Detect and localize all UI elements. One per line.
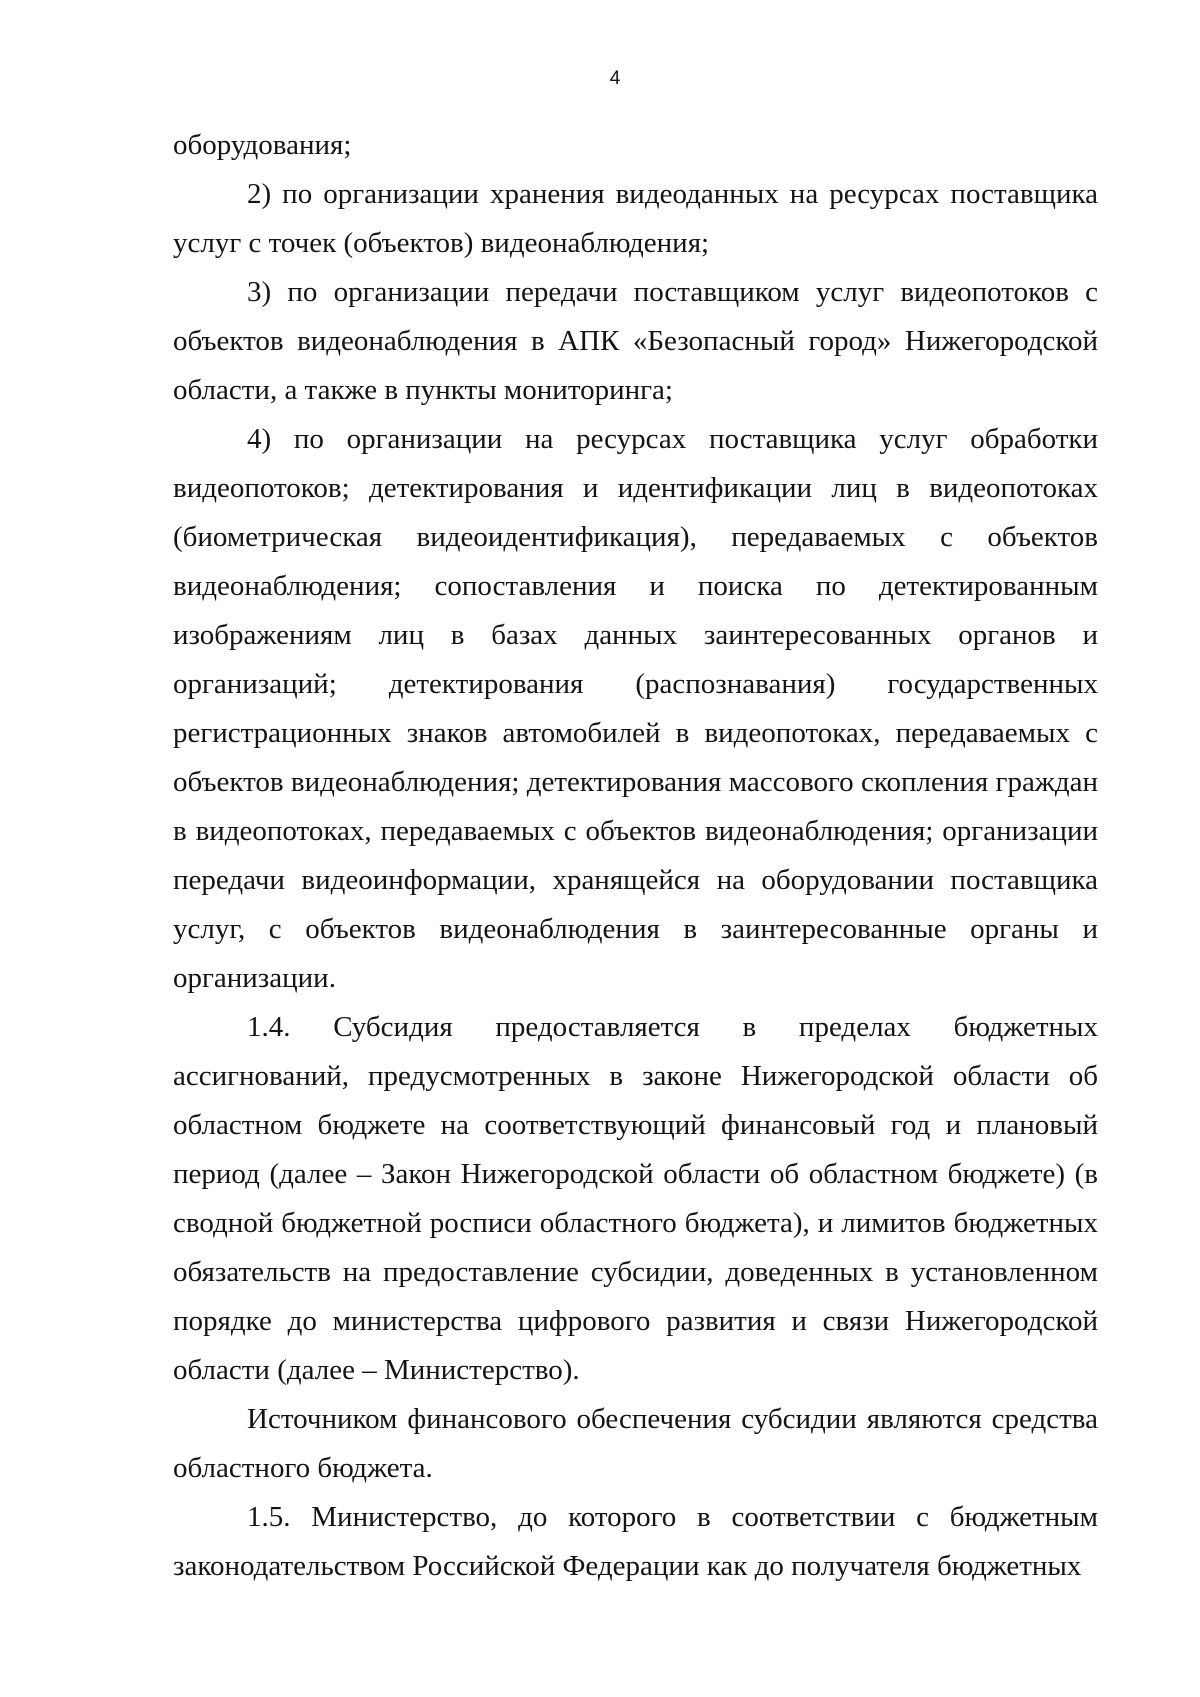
paragraph-item-4: 4) по организации на ресурсах поставщика услуг обработки видеопотоков; детектирования и идентификации лиц в видеопотоках (биометрическая видеоидентификация), передаваемых с объектов видеонаблюдения; сопоставления и поиска по детектированным изображениям лиц в базах данных заинтересованных органов и организаций; детектирования (распознавания) государственных регистрационных знаков автомобилей в видеопотоках, передаваемых с объектов видеонаблюдения; детектирования массового скопления граждан в видеопотоках, передаваемых с объектов видеонаблюдения; организации передачи видеоинформации, хранящейся на оборудовании поставщика услуг, с объектов видеонаблюдения в заинтересованные органы и организации. — [173, 423, 1098, 994]
document-body — [173, 121, 1098, 1591]
paragraph-1-4: 1.4. Субсидия предоставляется в пределах бюджетных ассигнований, предусмотренных в законе Нижегородской области об областном бюджете на соответствующий финансовый год и плановый период (далее – Закон Нижегородской области об областном бюджете) (в сводной бюджетной росписи областного бюджета), и лимитов бюджетных обязательств на предоставление субсидии, доведенных в установленном порядке до министерства цифрового развития и связи Нижегородской области (далее – Министерство). — [173, 1011, 1098, 1386]
paragraph-continuation: оборудования; — [173, 129, 352, 161]
paragraph-1-5: 1.5. Министерство, до которого в соответствии с бюджетным законодательством Российской Федерации как до получателя бюджетных — [173, 1501, 1098, 1582]
paragraph-item-3: 3) по организации передачи поставщиком услуг видеопотоков с объектов видеонаблюдения в АПК «Безопасный город» Нижегородской области, а также в пункты мониторинга; — [173, 276, 1098, 406]
paragraph-item-2: 2) по организации хранения видеоданных на ресурсах поставщика услуг с точек (объектов) видеонаблюдения; — [173, 178, 1098, 259]
paragraph-funding-source: Источником финансового обеспечения субсидии являются средства областного бюджета. — [173, 1403, 1098, 1484]
page-number: 4 — [609, 68, 621, 89]
